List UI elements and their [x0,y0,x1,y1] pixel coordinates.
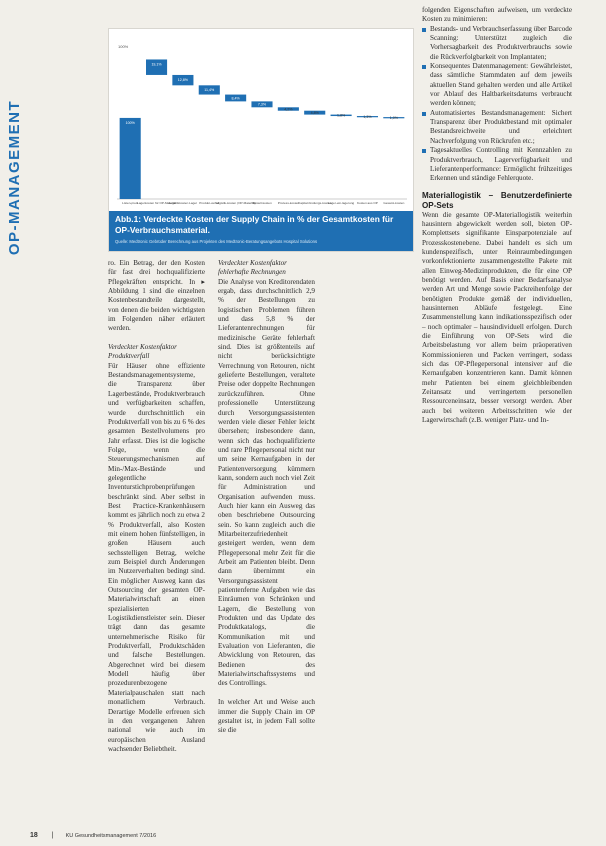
paragraph: Die Analyse von Kreditorendaten ergab, dass durchschnittlich 2,9 % der Bestellungen zu logistischen Problemen führen und dass 5,8 % der Lieferantenrechnungen für medizinische Geräte fehlerhaft sind. Dies ist größtenteils auf nicht berücksichtigte Verrechnung von Retouren, nicht gelieferte Bestellungen, veraltete Preise oder doppelte Rechnungen zurückzuführen. Ohne professionelle Unterstützung durch Versorgungsassistenten werden viele dieser Fehler leicht übersehen; insbesondere dann, wenn sich das hochqualifizierte und rare Pflegepersonal nicht nur um seine Kernaufgaben in der Patientenversorgung kümmern kann, sondern auch noch viel Zeit für Administration und Organisation aufwenden muss. Auch hier kann ein Ausweg das oben beschriebene Outsourcing sein. So kann zugleich auch die Mitarbeiterzufriedenheit gesteigert werden, wenn dem Pflegepersonal mehr Zeit für die Arbeit am Patienten bleibt. Denn dann übernimmt ein Versorgungsassistent patientenferne Aufgaben wie das Einräumen von Schränken und Lagern, die Bestellung von Produkten und das Update des Produktkatalogs, die Kommunikation mit und Evaluation von Lieferanten, die Abwicklung von Retouren, das Bedienen des Materialwirtschaftssystems und des Controllings. [218,277,315,688]
bullet-list [422,25,572,184]
data-label: 4,2% [284,107,293,112]
data-label: 100% [125,120,135,125]
list-item: Automatisiertes Bestandsmanagement: Sichert Transparenz über Produktbestand mit optimaler Bestandsreichweite und erleichtert Nachverfolgung von Rückrufen etc.; [422,109,572,146]
data-label: 7,3% [257,102,267,107]
axis-top-label: 100% [118,44,129,49]
text-column-3 [422,6,572,425]
category-label: Prozess-kosten [277,201,300,205]
paragraph: folgenden Eigenschaften aufweisen, um verdeckte Kosten zu minimieren: [422,6,572,24]
waterfall-chart [109,29,413,211]
chart-bar [120,118,141,199]
data-label: 1,8% [336,113,346,118]
data-label: 4,8% [310,111,319,116]
text-column-2 [218,259,315,736]
category-label: Kosten aus OP [357,201,378,205]
data-label: 8,4% [231,96,240,101]
section-label [2,82,28,272]
category-label: Gesamt-kosten [383,201,405,205]
category-label: Lager-ein-lagerung [328,201,355,205]
section-label-text: OP-MANAGEMENT [6,99,24,255]
category-label: Logistik-kosten (OP-Material) [215,201,256,205]
list-item: Tagesaktuelles Controlling mit Kennzahlen zu Produktverbrauch, Lagerverfügbarkeit und Lieferantenperformance: Ermöglicht frühzeitiges Erkennen und ständige Fehlerquote. [422,146,572,183]
paragraph: Wenn die gesamte OP-Materiallogistik weiterhin hausintern abgewickelt werden soll, bieten OP-Komplettsets signifikante Einsparpotenziale auf Prozesskostenebene. Dabei handelt es sich um kundenspezifisch, unter Reinraumbedingungen vorkonfektionierte zusammengestellte Pakete mit allen Einweg-Medizinprodukten, die für eine OP benötigt werden. Auf Basis einer Bedarfsanalyse werden Art und Menge sowie Packreihenfolge der benötigten Produkte gemäß der individuellen, hausinternen Abläufe festgelegt. Eine Zusammenstellung kann indikationsspezifisch oder – noch optimaler – hausindividuell erfolgen. Durch die Einführung von OP-Sets wird die Arbeitsbelastung vor allem beim präoperativen Kommissionieren und Packen verringert, sodass sich das OP-Pflegepersonal intensiver auf die Kernaufgaben konzentrieren kann. Damit können mehr Patienten bei einem gleichbleibenden Zeitansatz und verringertem personellen Ressourceneinsatz, besser versorgt werden. Aber auch bei weiteren Arbeitsschritten wie der Lagerwirtschaft (z.B. weniger Platz- und In- [422,210,572,425]
subheading: Verdeckter Kostenfaktor [218,259,287,267]
subheading: Produktverfall [108,352,150,361]
category-label: Logistikkosten Lager [168,201,198,205]
category-label: Produkt-verfall [199,201,220,205]
data-label: 12,8% [177,77,189,82]
subheading: Verdeckter Kostenfaktor [108,343,177,352]
page-number: 18 [30,832,38,839]
category-label: Kapital-bindungs-kosten [298,201,332,205]
figure-caption-source: Quelle: Medtronic Gebrüder Berechnung aus Projekten des Medtronic-Beratungsangebots Hospital Solutions [115,239,318,244]
list-item: Bestands- und Verbrauchserfassung über Barcode Scanning: Unterstützt zugleich die Vorhersagbarkeit des Produktverbrauchs sowie die Rückverfolgbarkeit von Implantaten; [422,25,572,62]
category-label: Listen-preis [122,201,139,205]
data-label: 1,3% [363,115,372,120]
paragraph: In welcher Art und Weise auch immer die Supply Chain im OP gestaltet ist, in jedem Fall sollte sie die [218,698,315,735]
data-label: 11,4% [204,88,215,93]
section-heading: Materiallogistik – Benutzerdefinierte OP-Sets [422,190,572,210]
data-label: 19,1% [151,62,162,67]
figure-supply-chain-costs [108,28,414,252]
category-label: Bestell-kosten [252,201,272,205]
figure-caption [109,211,413,251]
text-column-1 [108,259,205,754]
publication-name: KU Gesundheitsmanagement 7/2016 [65,833,157,839]
list-item: Konsequentes Datenmanagement: Gewährleistet, dass sämtliche Stammdaten auf dem jeweils aktuellen Stand gehalten werden und alle Artikel vor Ablauf des Haltbarkeitsdatums verbraucht werden können; [422,62,572,109]
page-footer: 18 | KU Gesundheitsmanagement 7/2016 [30,832,157,839]
subheading: fehlerhafte Rechnungen [218,268,286,277]
data-label: 1,0% [389,116,398,121]
paragraph: ro. Ein Betrag, der den Kosten für fast drei hochqualifizierte Pflegekräften entspricht. In ▸ Abbildung 1 sind die einzelnen Kostenbestandteile dargestellt, von denen die beiden wichtigsten im Folgenden näher erläutert werden. [108,259,205,333]
figure-caption-title: Abb.1: Verdeckte Kosten der Supply Chain in % der Gesamtkosten für OP-Verbrauchsmaterial. [115,214,394,235]
category-label: Lagerkosten für OP-Material [137,201,176,205]
paragraph: Für Häuser ohne effiziente Bestandsmanagementsysteme, die Transparenz über Lagerbestände, Produktverbrauch und verfügbarkeiten schaffen, wurde durchschnittlich ein Produktverfall von bis zu 6 % des gesamten Bestellvolumens pro Jahr erfasst. Dies ist die logische Folge, wenn die Steuerungsmechanismen auf Min-/Max-Bestände und gelegentliche Inventurstichprobenprüfungen beschränkt sind. Aber selbst in Best Practice-Krankenhäusern kommt es jährlich noch zu etwa 2 % Produktverfall, also Kosten mit einem hohen fünfstelligen, in großen Häusern auch sechsstelligen Betrag, welche zum Beispiel durch Änderungen im Nutzerverhalten bedingt sind. Ein möglicher Ausweg kann das Outsourcing der gesamten OP-Materialwirtschaft an einen spezialisierten Logistikdienstleister sein. Dieser trägt dann das gesamte unternehmerische Risiko für Produktverfall, Produktschäden und falsche Bestellungen. Abgerechnet wird bei diesem Modell häufig über prozedurenbezogene Materialpauschalen statt nach monatlichem Verbrauch. Derartige Modelle erfreuen sich in den vergangenen Jahren national wie auch im europäischen Ausland wachsender Beliebtheit. [108,361,205,753]
